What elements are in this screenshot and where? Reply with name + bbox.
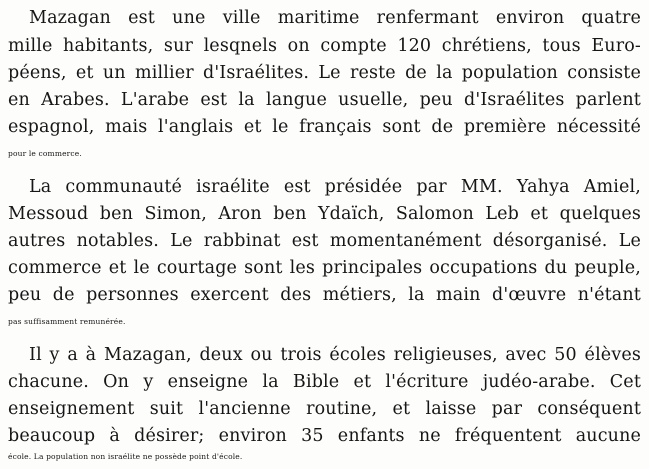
paragraph-1-line-1: Mazagan est une ville maritime renfermant environ quatre	[29, 8, 641, 28]
paragraph-3-line-5: école. La population non israélite ne possède point d'école.	[8, 452, 243, 461]
paragraph-1-line-3: péens, et un millier d'Israélites. Le reste de la population consiste	[8, 63, 641, 83]
paragraph-2-line-1: La communauté israélite est présidée par MM. Yahya Amiel,	[29, 177, 641, 197]
paragraph-2-line-4: commerce et le courtage sont les principales occupations du peuple,	[8, 258, 641, 278]
paragraph-2-line-5: peu de personnes exercent des métiers, la main d'œuvre n'étant	[8, 285, 641, 305]
paragraph-3-line-3: enseignement suit l'ancienne routine, et laisse par conséquent	[8, 399, 641, 419]
paragraph-1-line-6: pour le commerce.	[8, 149, 82, 158]
paragraph-2-line-6: pas suffisamment remunérée.	[8, 317, 126, 326]
paragraph-2-line-2: Messoud ben Simon, Aron ben Ydaïch, Salomon Leb et quelques	[8, 204, 641, 224]
paragraph-3-line-2: chacune. On y enseigne la Bible et l'écriture judéo-arabe. Cet	[8, 372, 641, 392]
paragraph-2-line-3: autres notables. Le rabbinat est momentanément désorganisé. Le	[8, 231, 641, 251]
paragraph-1-line-4: en Arabes. L'arabe est la langue usuelle, peu d'Israélites parlent	[8, 90, 641, 110]
paragraph-1-line-5: espagnol, mais l'anglais et le français sont de première nécessité	[8, 117, 641, 137]
paragraph-3-line-1: Il y a à Mazagan, deux ou trois écoles religieuses, avec 50 élèves	[29, 345, 641, 365]
paragraph-3-line-4: beaucoup à désirer; environ 35 enfants ne fréquentent aucune	[8, 426, 641, 446]
paragraph-1-line-2: mille habitants, sur lesqnels on compte 120 chrétiens, tous Euro-	[8, 36, 641, 56]
